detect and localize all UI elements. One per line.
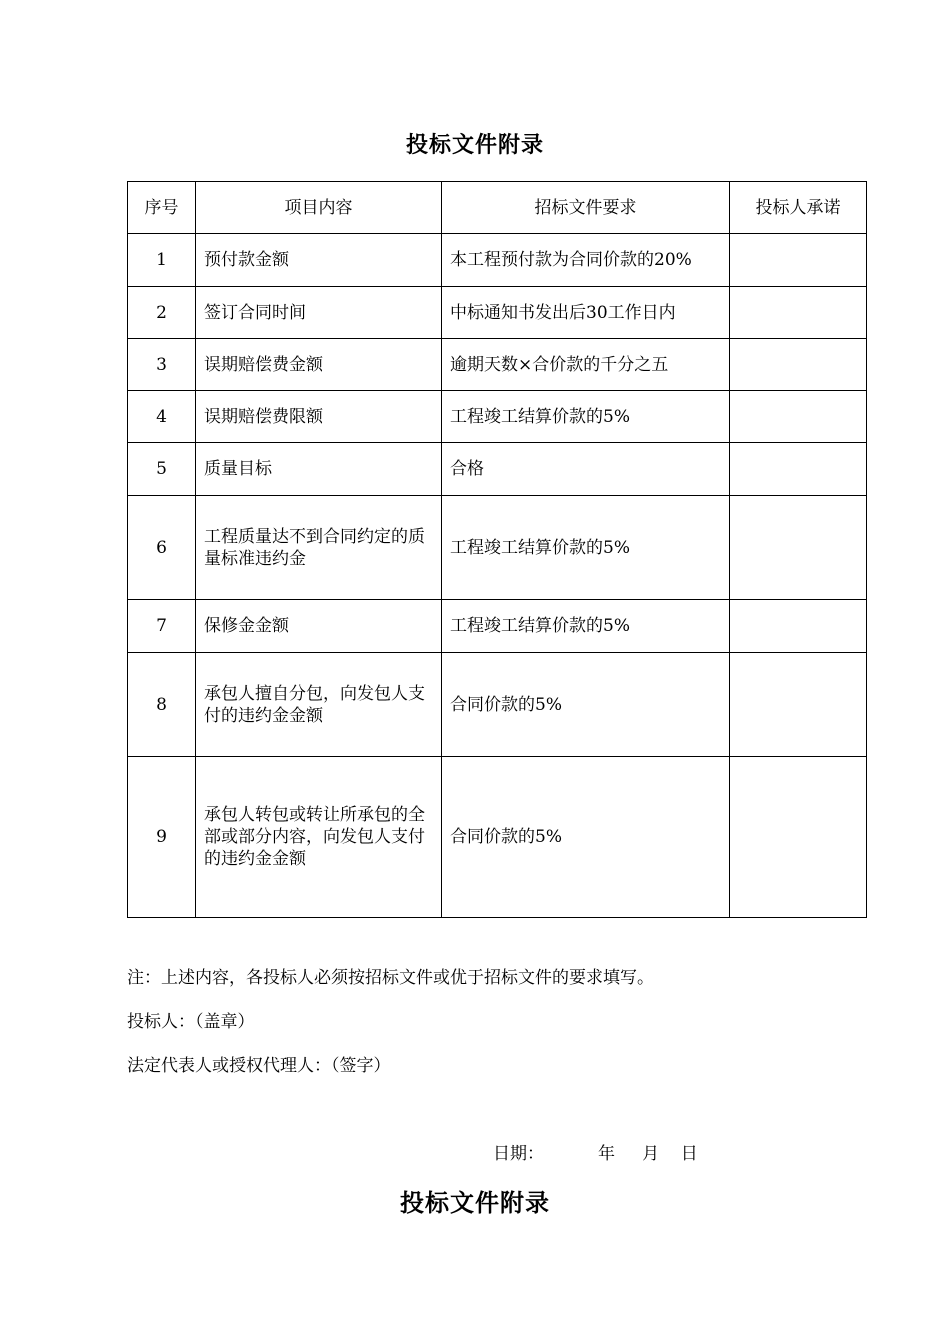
row-item: 误期赔偿费金额 xyxy=(196,339,442,391)
row-no: 4 xyxy=(128,391,196,443)
row-requirement: 逾期天数×合价款的千分之五 xyxy=(442,339,730,391)
row-no: 5 xyxy=(128,443,196,496)
row-commitment[interactable] xyxy=(730,287,867,339)
row-requirement: 工程竣工结算价款的5% xyxy=(442,391,730,443)
appendix-table xyxy=(127,181,867,918)
row-no: 3 xyxy=(128,339,196,391)
row-item: 承包人擅自分包，向发包人支付的违约金金额 xyxy=(196,653,442,757)
table-row xyxy=(128,653,867,757)
row-commitment[interactable] xyxy=(730,339,867,391)
row-requirement: 本工程预付款为合同价款的20% xyxy=(442,234,730,287)
document-title-repeat: 投标文件附录 xyxy=(400,1188,550,1217)
bidder-seal-line: 投标人：（盖章） xyxy=(127,1012,255,1032)
table-row xyxy=(128,496,867,600)
row-requirement: 合同价款的5% xyxy=(442,653,730,757)
table-row xyxy=(128,234,867,287)
date-month: 月 xyxy=(642,1144,660,1164)
row-commitment[interactable] xyxy=(730,757,867,918)
row-no: 6 xyxy=(128,496,196,600)
date-year: 年 xyxy=(598,1144,616,1164)
header-commitment: 投标人承诺 xyxy=(730,182,867,234)
table-row xyxy=(128,391,867,443)
date-day: 日 xyxy=(680,1144,698,1164)
table-row xyxy=(128,443,867,496)
row-requirement: 合格 xyxy=(442,443,730,496)
row-item: 预付款金额 xyxy=(196,234,442,287)
table-row xyxy=(128,287,867,339)
date-line xyxy=(493,1139,698,1164)
row-no: 8 xyxy=(128,653,196,757)
row-commitment[interactable] xyxy=(730,496,867,600)
date-label: 日期： xyxy=(493,1144,544,1164)
row-item: 误期赔偿费限额 xyxy=(196,391,442,443)
row-commitment[interactable] xyxy=(730,234,867,287)
representative-signature-line: 法定代表人或授权代理人：（签字） xyxy=(127,1056,391,1076)
row-requirement: 合同价款的5% xyxy=(442,757,730,918)
row-no: 2 xyxy=(128,287,196,339)
table-row xyxy=(128,600,867,653)
row-item: 工程质量达不到合同约定的质量标准违约金 xyxy=(196,496,442,600)
row-no: 7 xyxy=(128,600,196,653)
fill-instruction-note: 注：上述内容，各投标人必须按招标文件或优于招标文件的要求填写。 xyxy=(127,968,654,988)
row-no: 9 xyxy=(128,757,196,918)
row-item: 保修金金额 xyxy=(196,600,442,653)
row-requirement: 工程竣工结算价款的5% xyxy=(442,496,730,600)
document-title: 投标文件附录 xyxy=(405,132,544,158)
table-row xyxy=(128,757,867,918)
table-row xyxy=(128,339,867,391)
row-requirement: 工程竣工结算价款的5% xyxy=(442,600,730,653)
header-no: 序号 xyxy=(128,182,196,234)
row-requirement: 中标通知书发出后30工作日内 xyxy=(442,287,730,339)
row-commitment[interactable] xyxy=(730,443,867,496)
row-item: 质量目标 xyxy=(196,443,442,496)
row-commitment[interactable] xyxy=(730,600,867,653)
row-commitment[interactable] xyxy=(730,653,867,757)
row-item: 承包人转包或转让所承包的全部或部分内容，向发包人支付的违约金金额 xyxy=(196,757,442,918)
row-no: 1 xyxy=(128,234,196,287)
row-item: 签订合同时间 xyxy=(196,287,442,339)
row-commitment[interactable] xyxy=(730,391,867,443)
table-header-row xyxy=(128,182,867,234)
header-item: 项目内容 xyxy=(196,182,442,234)
header-requirement: 招标文件要求 xyxy=(442,182,730,234)
